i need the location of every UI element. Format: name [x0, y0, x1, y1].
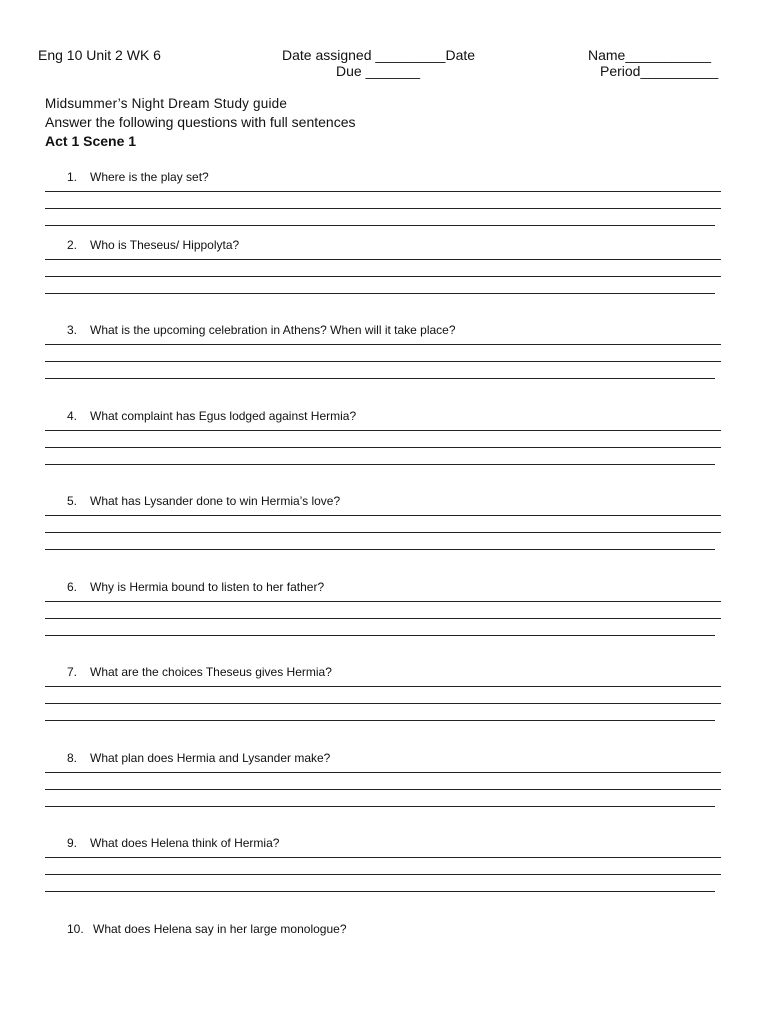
- question-number: 4.: [67, 409, 78, 423]
- question-number: 3.: [67, 323, 78, 337]
- answer-line: [45, 789, 721, 790]
- answer-line: [45, 601, 721, 602]
- question-text: Why is Hermia bound to listen to her father?: [90, 580, 325, 594]
- answer-line: [45, 806, 715, 807]
- answer-line: [45, 635, 715, 636]
- answer-line: [45, 276, 721, 277]
- question-item: [0, 665, 768, 750]
- question-text: What does Helena think of Hermia?: [90, 836, 280, 850]
- answer-line: [45, 703, 721, 704]
- question-text: What plan does Hermia and Lysander make?: [90, 751, 331, 765]
- question-item: [0, 922, 768, 1007]
- question-text: What is the upcoming celebration in Athens? When will it take place?: [90, 323, 456, 337]
- question-item: [0, 323, 768, 408]
- section-heading: Act 1 Scene 1: [45, 133, 137, 149]
- question-number: 5.: [67, 494, 78, 508]
- course-label: Eng 10 Unit 2 WK 6: [38, 47, 161, 63]
- question-text: Who is Theseus/ Hippolyta?: [90, 238, 240, 252]
- answer-line: [45, 772, 721, 773]
- date-due-line: Due _______: [336, 63, 421, 79]
- answer-line: [45, 720, 715, 721]
- answer-line: [45, 874, 721, 875]
- question-item: [0, 409, 768, 494]
- question-number: 2.: [67, 238, 78, 252]
- answer-line: [45, 378, 715, 379]
- answer-line: [45, 293, 715, 294]
- instructions: Answer the following questions with full sentences: [45, 114, 356, 130]
- answer-line: [45, 208, 721, 209]
- question-text: Where is the play set?: [90, 170, 209, 184]
- date-fields: [282, 47, 502, 79]
- answer-line: [45, 549, 715, 550]
- question-item: [0, 836, 768, 921]
- question-number: 6.: [67, 580, 78, 594]
- answer-line: [45, 225, 715, 226]
- question-number: 1.: [67, 170, 78, 184]
- question-item: [0, 751, 768, 836]
- question-number: 10.: [67, 922, 84, 936]
- answer-line: [45, 344, 721, 345]
- date-assigned-line: Date assigned _________Date: [282, 47, 476, 63]
- question-number: 9.: [67, 836, 78, 850]
- question-number: 7.: [67, 665, 78, 679]
- name-period-fields: [588, 47, 728, 79]
- question-item: [0, 238, 768, 323]
- name-line: Name___________: [588, 47, 711, 63]
- question-number: 8.: [67, 751, 78, 765]
- answer-line: [45, 430, 721, 431]
- question-item: [0, 494, 768, 579]
- answer-line: [45, 891, 715, 892]
- question-text: What has Lysander done to win Hermia’s love?: [90, 494, 341, 508]
- answer-line: [45, 618, 721, 619]
- answer-line: [45, 464, 715, 465]
- answer-line: [45, 447, 721, 448]
- answer-line: [45, 191, 721, 192]
- answer-line: [45, 361, 721, 362]
- answer-line: [45, 532, 721, 533]
- answer-line: [45, 686, 721, 687]
- question-item: [0, 580, 768, 665]
- answer-line: [45, 515, 721, 516]
- question-text: What are the choices Theseus gives Hermia?: [90, 665, 332, 679]
- guide-title: Midsummer’s Night Dream Study guide: [45, 96, 288, 111]
- question-text: What does Helena say in her large monologue?: [93, 922, 347, 936]
- question-text: What complaint has Egus lodged against Hermia?: [90, 409, 357, 423]
- answer-line: [45, 857, 721, 858]
- period-line: Period__________: [600, 63, 719, 79]
- answer-line: [45, 259, 721, 260]
